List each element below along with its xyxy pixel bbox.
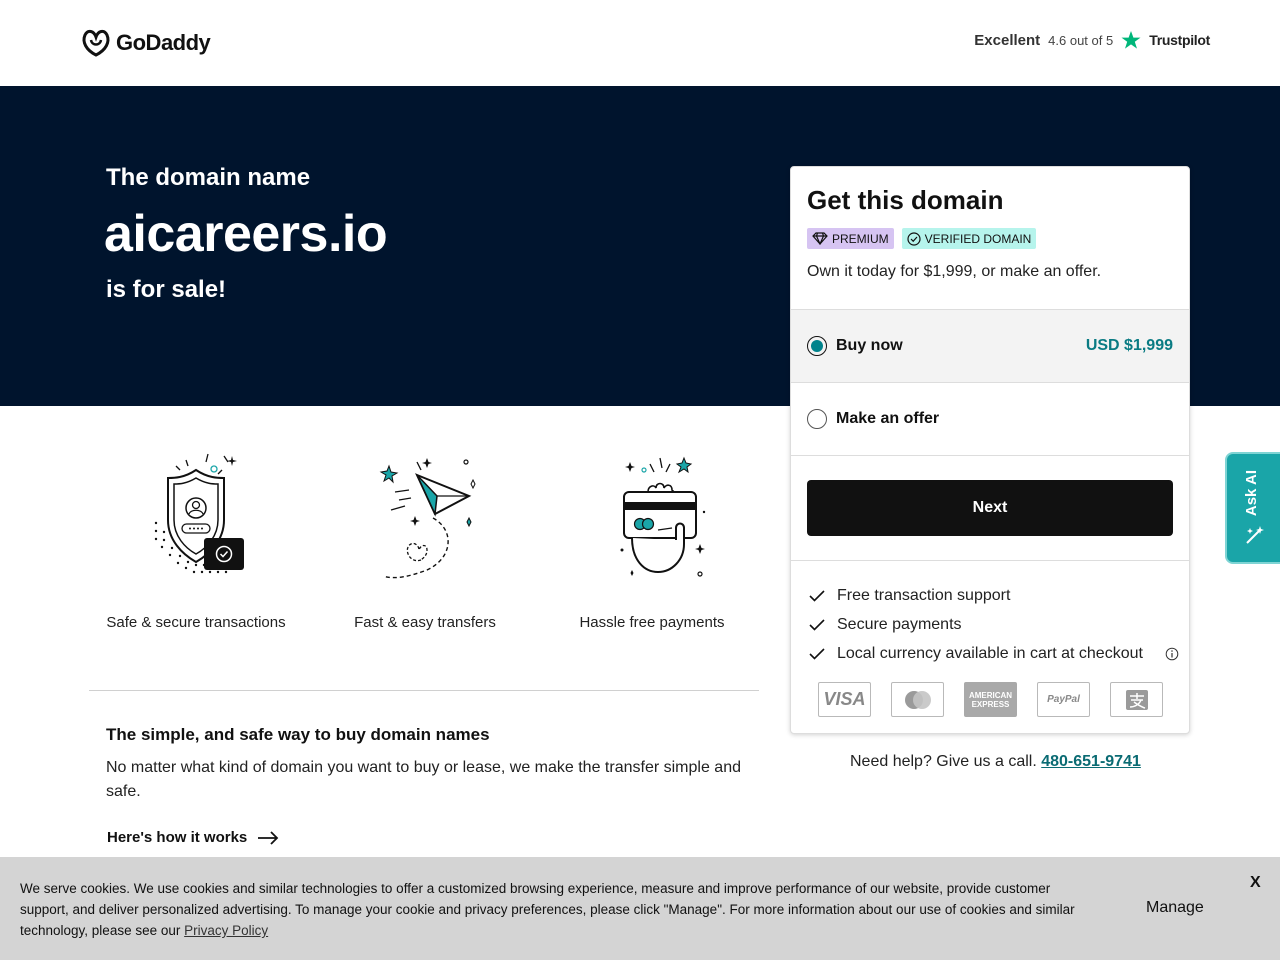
info-body: No matter what kind of domain you want to buy or lease, we make the transfer simple and safe. bbox=[106, 759, 741, 800]
feature-label: Hassle free payments bbox=[579, 614, 725, 631]
feature-label: Fast & easy transfers bbox=[354, 614, 496, 631]
close-banner-button[interactable]: X bbox=[1250, 874, 1261, 891]
hero-post-title: is for sale! bbox=[106, 276, 227, 303]
help-line bbox=[850, 753, 1141, 771]
benefit-item bbox=[809, 639, 1179, 668]
premium-label: PREMIUM bbox=[832, 231, 889, 246]
amex-icon: AMERICAN EXPRESS bbox=[964, 682, 1017, 717]
visa-icon: VISA bbox=[818, 682, 871, 717]
feature-secure bbox=[86, 448, 306, 631]
alipay-icon bbox=[1110, 682, 1163, 717]
trustpilot-brand: Trustpilot bbox=[1149, 32, 1210, 48]
checkmark-icon bbox=[809, 619, 825, 631]
check-circle-icon bbox=[907, 232, 921, 246]
next-button[interactable]: Next bbox=[807, 480, 1173, 536]
magic-wand-icon bbox=[1244, 524, 1266, 546]
paypal-icon: PayPal bbox=[1037, 682, 1090, 717]
premium-badge bbox=[807, 228, 894, 249]
trustpilot-star-icon bbox=[1121, 30, 1141, 50]
buy-now-option[interactable] bbox=[791, 309, 1189, 382]
benefit-label: Secure payments bbox=[837, 615, 962, 633]
purchase-card bbox=[790, 166, 1190, 734]
arrow-right-icon bbox=[257, 831, 279, 845]
make-offer-label: Make an offer bbox=[836, 410, 940, 427]
verified-badge bbox=[902, 228, 1037, 249]
section-divider bbox=[89, 690, 759, 691]
info-title: The simple, and safe way to buy domain names bbox=[106, 725, 490, 744]
buy-now-radio[interactable] bbox=[807, 336, 827, 356]
manage-cookies-button[interactable]: Manage bbox=[1146, 899, 1204, 916]
verified-label: VERIFIED DOMAIN bbox=[924, 231, 1032, 246]
godaddy-logo[interactable] bbox=[80, 28, 210, 58]
paper-plane-icon bbox=[365, 448, 485, 583]
benefit-label: Local currency available in cart at checkout bbox=[837, 644, 1143, 662]
benefit-item bbox=[809, 581, 1179, 610]
logo-text: GoDaddy bbox=[116, 30, 211, 55]
benefits-list bbox=[809, 581, 1179, 668]
diamond-icon bbox=[812, 232, 828, 245]
how-it-works-link[interactable] bbox=[107, 829, 279, 846]
make-offer-radio[interactable] bbox=[807, 409, 827, 429]
card-in-hand-icon bbox=[592, 448, 712, 583]
feature-transfers bbox=[315, 448, 535, 631]
trust-score: 4.6 out of 5 bbox=[1048, 32, 1114, 48]
hero-pre-title: The domain name bbox=[106, 164, 311, 191]
info-icon[interactable] bbox=[1165, 647, 1179, 661]
how-it-works-label: Here's how it works bbox=[107, 829, 248, 846]
ask-ai-tab[interactable] bbox=[1225, 452, 1280, 564]
domain-name: aicareers.io bbox=[104, 205, 388, 263]
benefit-item bbox=[809, 610, 1179, 639]
phone-link[interactable]: 480-651-9741 bbox=[1041, 753, 1141, 770]
card-title: Get this domain bbox=[807, 185, 1004, 215]
site-header bbox=[0, 0, 1280, 86]
payment-methods bbox=[818, 682, 1163, 717]
mastercard-icon bbox=[891, 682, 944, 717]
cookie-text bbox=[20, 878, 1100, 941]
next-button-area bbox=[791, 455, 1189, 561]
buy-now-price: USD $1,999 bbox=[1085, 337, 1173, 354]
checkmark-icon bbox=[809, 590, 825, 602]
buy-now-label: Buy now bbox=[836, 337, 903, 354]
make-offer-option[interactable] bbox=[791, 382, 1189, 455]
help-text: Need help? Give us a call. bbox=[850, 753, 1037, 770]
checkmark-icon bbox=[809, 648, 825, 660]
benefit-label: Free transaction support bbox=[837, 586, 1011, 604]
godaddy-logo-icon bbox=[80, 28, 112, 58]
badge-group bbox=[807, 228, 1036, 249]
trustpilot-rating[interactable] bbox=[974, 30, 1210, 50]
trust-rating-word: Excellent bbox=[974, 31, 1041, 49]
feature-payments bbox=[542, 448, 762, 631]
card-description: Own it today for $1,999, or make an offer. bbox=[807, 263, 1102, 280]
privacy-policy-link[interactable]: Privacy Policy bbox=[184, 923, 269, 938]
shield-icon bbox=[136, 448, 256, 583]
ask-ai-label: Ask AI bbox=[1242, 469, 1260, 517]
cookie-message: We serve cookies. We use cookies and similar technologies to offer a customized browsing experience, measure and improve performance of our website, provide customer support, and deliver personalized advertising. To manage your cookie and privacy preferences, please click "Manage". For more information about our use of cookies and similar technology, please see our bbox=[20, 881, 1075, 938]
feature-label: Safe & secure transactions bbox=[106, 614, 286, 631]
cookie-banner bbox=[0, 857, 1280, 960]
